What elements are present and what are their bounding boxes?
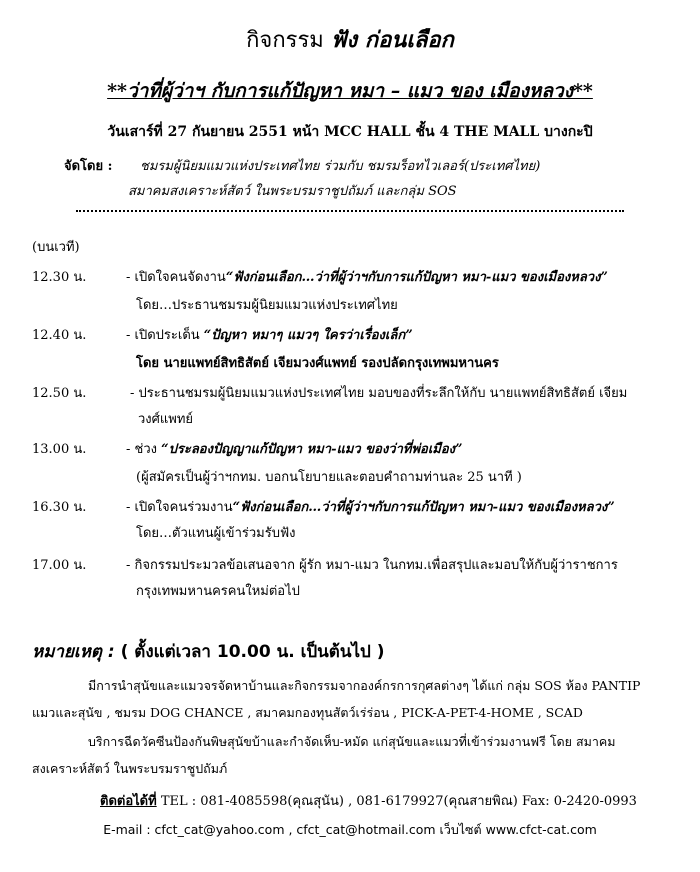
page-title [0,22,700,57]
schedule-detail: กรุงเทพมหานครคนใหม่ต่อไป [136,584,300,599]
schedule-line [126,438,462,459]
schedule-detail: โดย…ตัวแทนผู้เข้าร่วมรับฟัง [136,526,296,541]
organizer-label: จัดโดย : [64,159,113,174]
schedule-detail: โดย…ประธานชมรมผู้นิยมแมวแห่งประเทศไทย [136,298,398,313]
schedule-line [126,324,413,345]
schedule-prefix: - ช่วง [126,442,162,457]
contact-line [100,790,637,811]
contact-label: ติดต่อได้ที่ [100,794,157,809]
schedule-prefix: - เปิดใจคนจัดงาน [126,270,226,285]
organizer-line-2: สมาคมสงเคราะห์สัตว์ ในพระบรมราชูปถัมภ์ และกลุ่ม SOS [128,184,457,199]
schedule-time: 12.40 น. [32,328,87,343]
schedule-time: 12.30 น. [32,270,87,285]
schedule-prefix: - เปิดประเด็น [126,328,204,343]
event-subtitle: **ว่าที่ผู้ว่าฯ กับการแก้ปัญหา หมา – แมว ของ เมืองหลวง** [107,80,593,102]
contact-phones: TEL : 081-4085598(คุณสุนัน) , 081-6179927(คุณสายพิณ) Fax: 0-2420-0993 [156,794,637,809]
schedule-prefix: - เปิดใจคนร่วมงาน [126,500,233,515]
schedule-time: 12.50 น. [32,386,87,401]
note-paragraph-2-line-1: บริการฉีดวัคซีนป้องกันพิษสุนัขบ้าและกำจัดเห็บ-หมัด แก่สุนัขและแมวที่เข้าร่วมงานฟรี โดย สมาคม [88,734,616,749]
schedule-detail: โดย นายแพทย์สิทธิสัตย์ เจียมวงศ์แพทย์ รองปลัดกรุงเทพมหานคร [136,356,499,371]
note-paragraph-1-line-2: แมวและสุนัข , ชมรม DOG CHANCE , สมาคมกองทุนสัตว์เร่ร่อน , PICK-A-PET-4-HOME , SCAD [32,705,583,720]
note-paragraph-2-line-2: สงเคราะห์สัตว์ ในพระบรมราชูปถัมภ์ [32,761,228,776]
stage-label: (บนเวที) [32,240,80,255]
schedule-emphasis: “ฟังก่อนเลือก…ว่าที่ผู้ว่าฯกับการแก้ปัญหา หมา-แมว ของเมืองหลวง” [232,500,615,515]
schedule-time: 17.00 น. [32,558,87,573]
schedule-detail: (ผู้สมัครเป็นผู้ว่าฯกทม. บอกนโยบายและตอบคำถามท่านละ 25 นาที ) [136,470,522,485]
schedule-emphasis: “ปัญหา หมาๆ แมวๆ ใครว่าเรื่องเล็ก” [203,328,413,343]
schedule-time: 13.00 น. [32,442,87,457]
schedule-line [126,496,615,517]
event-dateline: วันเสาร์ที่ 27 กันยายน 2551 หน้า MCC HALL ชั้น 4 THE MALL บางกะปิ [107,124,593,140]
contact-email-web: E-mail : cfct_cat@yahoo.com , cfct_cat@hotmail.com เว็บไซต์ www.cfct-cat.com [103,822,597,837]
note-heading [32,638,385,665]
title-emphasis: ฟัง ก่อนเลือก [330,27,454,53]
schedule-emphasis: “ฟังก่อนเลือก…ว่าที่ผู้ว่าฯกับการแก้ปัญหา หมา-แมว ของเมืองหลวง” [225,270,608,285]
schedule-line [126,554,618,575]
note-label: หมายเหตุ : [32,642,115,662]
schedule-line [130,382,627,403]
title-plain: กิจกรรม [246,28,331,53]
dotted-divider [76,210,624,212]
schedule-time: 16.30 น. [32,500,87,515]
organizer-line-1: ชมรมผู้นิยมแมวแห่งประเทศไทย ร่วมกับ ชมรมร็อทไวเลอร์(ประเทศไทย) [140,159,541,174]
schedule-prefix: - ประธานชมรมผู้นิยมแมวแห่งประเทศไทย มอบของที่ระลึกให้กับ นายแพทย์สิทธิสัตย์ เจียม [130,386,628,401]
schedule-emphasis: “ประลองปัญญาแก้ปัญหา หมา-แมว ของว่าที่พ่อเมือง” [161,442,463,457]
note-time: ( ตั้งแต่เวลา 10.00 น. เป็นต้นไป ) [114,642,385,662]
schedule-line [126,266,608,287]
schedule-detail: วงศ์แพทย์ [138,412,194,427]
schedule-prefix: - กิจกรรมประมวลข้อเสนอจาก ผู้รัก หมา-แมว ในกทม.เพื่อสรุปและมอบให้กับผู้ว่าราชการ [126,558,618,573]
note-paragraph-1-line-1: มีการนำสุนัขและแมวจรจัดหาบ้านและกิจกรรมจากองค์กรการกุศลต่างๆ ได้แก่ กลุ่ม SOS ห้อง PANTIP [88,678,641,693]
